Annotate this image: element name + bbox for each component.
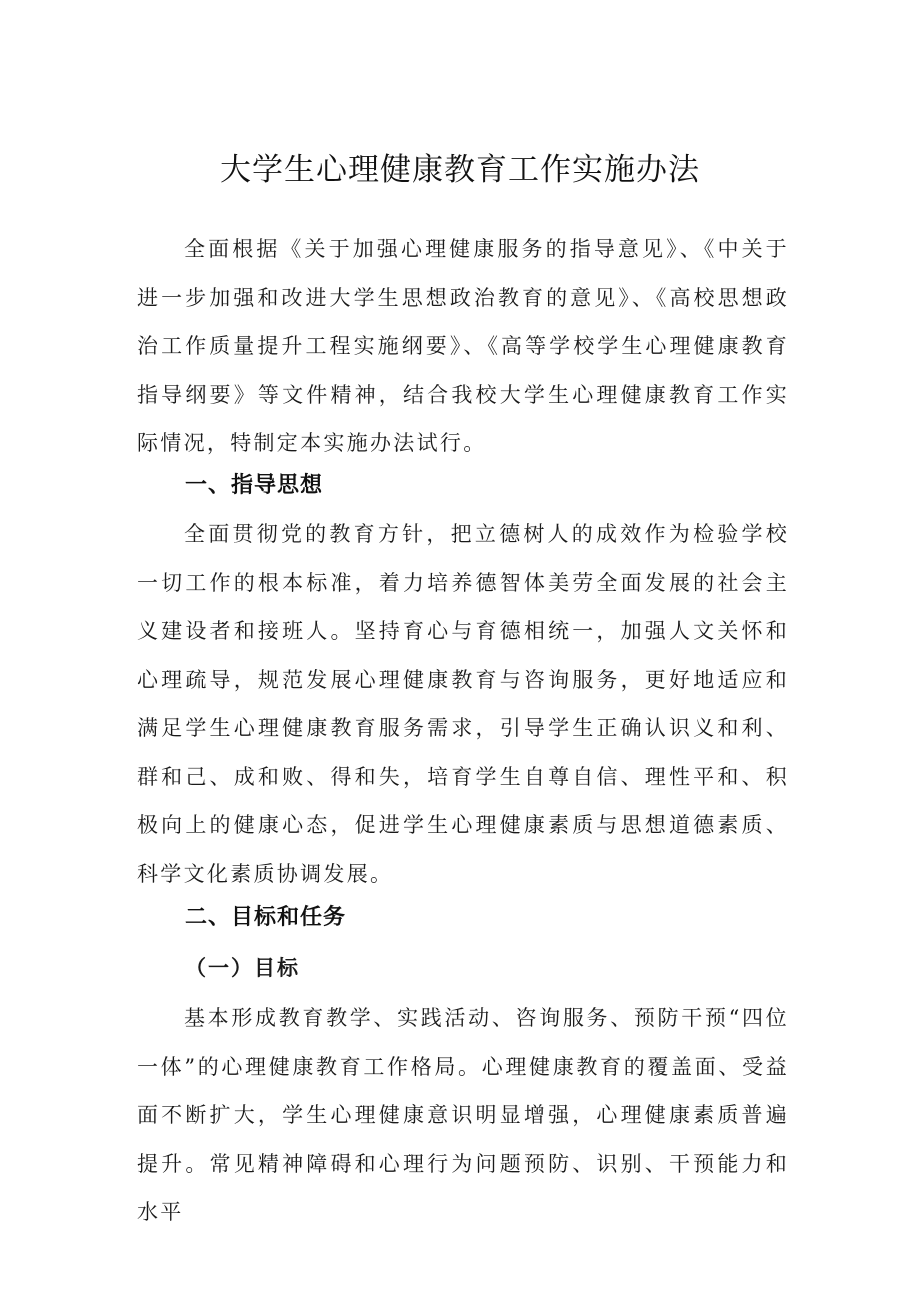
subsection-heading-goal: （一）目标: [185, 955, 300, 980]
guiding-ideology-paragraph: 全面贯彻党的教育方针，把立德树人的成效作为检验学校一切工作的根本标准，着力培养德智体美劳全面发展的社会主义建设者和接班人。坚持育心与育德相统一，加强人文关怀和心理疏导，规范发展心理健康教育与咨询服务，更好地适应和满足学生心理健康教育服务需求，引导学生正确认识义和利、群和己、成和败、得和失，培育学生自尊自信、理性平和、积极向上的健康心态，促进学生心理健康素质与思想道德素质、科学文化素质协调发展。: [137, 522, 789, 886]
document-title: 大学生心理健康教育工作实施办法: [220, 152, 700, 188]
section-heading-goals-tasks: 二、目标和任务: [185, 905, 347, 930]
intro-paragraph: 全面根据《关于加强心理健康服务的指导意见》、《中关于进一步加强和改进大学生思想政治教育的意见》、《高校思想政治工作质量提升工程实施纲要》、《高等学校学生心理健康教育指导纲要》等文件精神，结合我校大学生心理健康教育工作实际情况，特制定本实施办法试行。: [137, 237, 789, 455]
goal-paragraph: 基本形成教育教学、实践活动、咨询服务、预防干预“四位一体”的心理健康教育工作格局。心理健康教育的覆盖面、受益面不断扩大，学生心理健康意识明显增强，心理健康素质普遍提升。常见精神障碍和心理行为问题预防、识别、干预能力和水平: [137, 1006, 789, 1224]
section-heading-guiding-ideology: 一、指导思想: [185, 473, 324, 498]
